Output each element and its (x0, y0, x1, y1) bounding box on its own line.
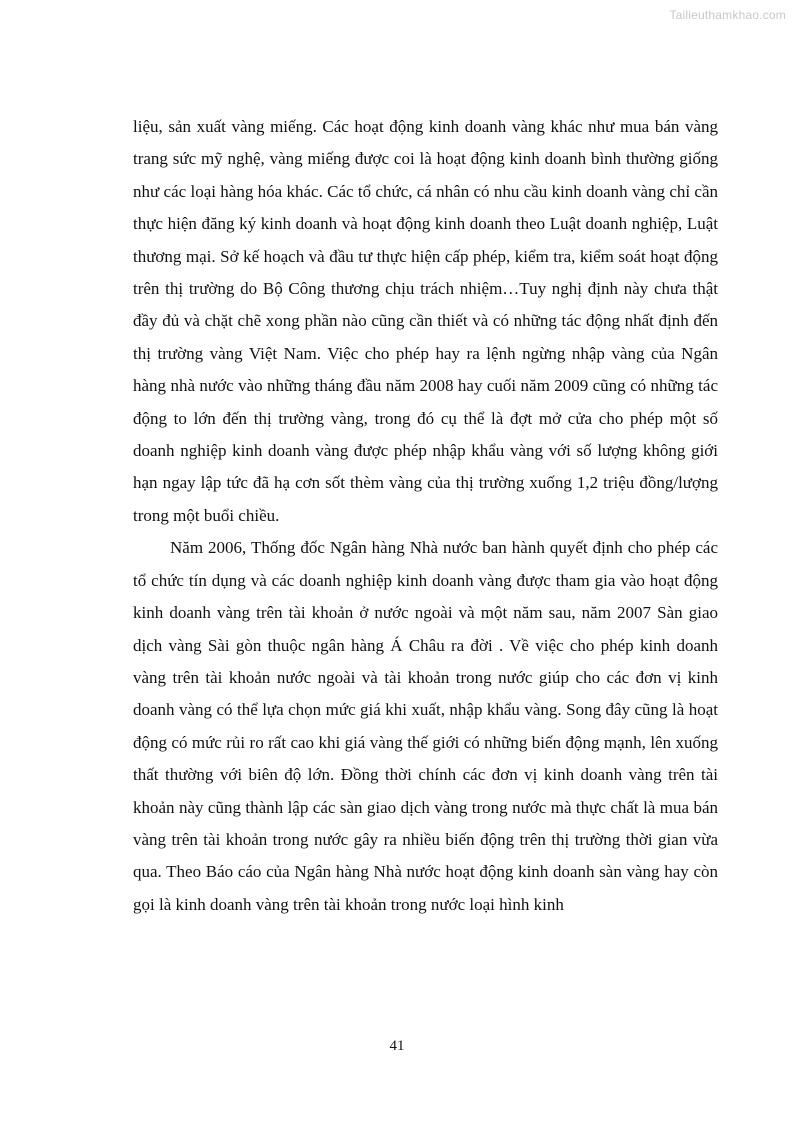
document-body (133, 111, 718, 921)
paragraph-continued: liệu, sản xuất vàng miếng. Các hoạt động kinh doanh vàng khác như mua bán vàng trang sức mỹ nghệ, vàng miếng được coi là hoạt động kinh doanh bình thường giống như các loại hàng hóa khác. Các tổ chức, cá nhân có nhu cầu kinh doanh vàng chỉ cần thực hiện đăng ký kinh doanh và hoạt động kinh doanh theo Luật doanh nghiệp, Luật thương mại. Sở kế hoạch và đầu tư thực hiện cấp phép, kiểm tra, kiểm soát hoạt động trên thị trường do Bộ Công thương chịu trách nhiệm…Tuy nghị định này chưa thật đầy đủ và chặt chẽ xong phần nào cũng cần thiết và có những tác động nhất định đến thị trường vàng Việt Nam. Việc cho phép hay ra lệnh ngừng nhập vàng của Ngân hàng nhà nước vào những tháng đầu năm 2008 hay cuối năm 2009 cũng có những tác động to lớn đến thị trường vàng, trong đó cụ thể là đợt mở cửa cho phép một số doanh nghiệp kinh doanh vàng được phép nhập khẩu vàng với số lượng không giới hạn ngay lập tức đã hạ cơn sốt thèm vàng của thị trường xuống 1,2 triệu đồng/lượng trong một buổi chiều. (133, 117, 718, 525)
watermark: Tailieuthamkhao.com (669, 8, 786, 22)
page-number: 41 (389, 1038, 405, 1054)
paragraph-gold-trading-2006: Năm 2006, Thống đốc Ngân hàng Nhà nước ban hành quyết định cho phép các tổ chức tín dụng và các doanh nghiệp kinh doanh vàng được tham gia vào hoạt động kinh doanh vàng trên tài khoản ở nước ngoài và một năm sau, năm 2007 Sàn giao dịch vàng Sài gòn thuộc ngân hàng Á Châu ra đời . Về việc cho phép kinh doanh vàng trên tài khoản nước ngoài và tài khoản trong nước giúp cho các đơn vị kinh doanh vàng có thể lựa chọn mức giá khi xuất, nhập khẩu vàng. Song đây cũng là hoạt động có mức rủi ro rất cao khi giá vàng thế giới có những biến động mạnh, lên xuống thất thường với biên độ lớn. Đồng thời chính các đơn vị kinh doanh vàng trên tài khoản này cũng thành lập các sàn giao dịch vàng trong nước mà thực chất là mua bán vàng trên tài khoản trong nước gây ra nhiều biến động trên thị trường thời gian vừa qua. Theo Báo cáo của Ngân hàng Nhà nước hoạt động kinh doanh sàn vàng hay còn gọi là kinh doanh vàng trên tài khoản trong nước loại hình kinh (133, 538, 718, 914)
